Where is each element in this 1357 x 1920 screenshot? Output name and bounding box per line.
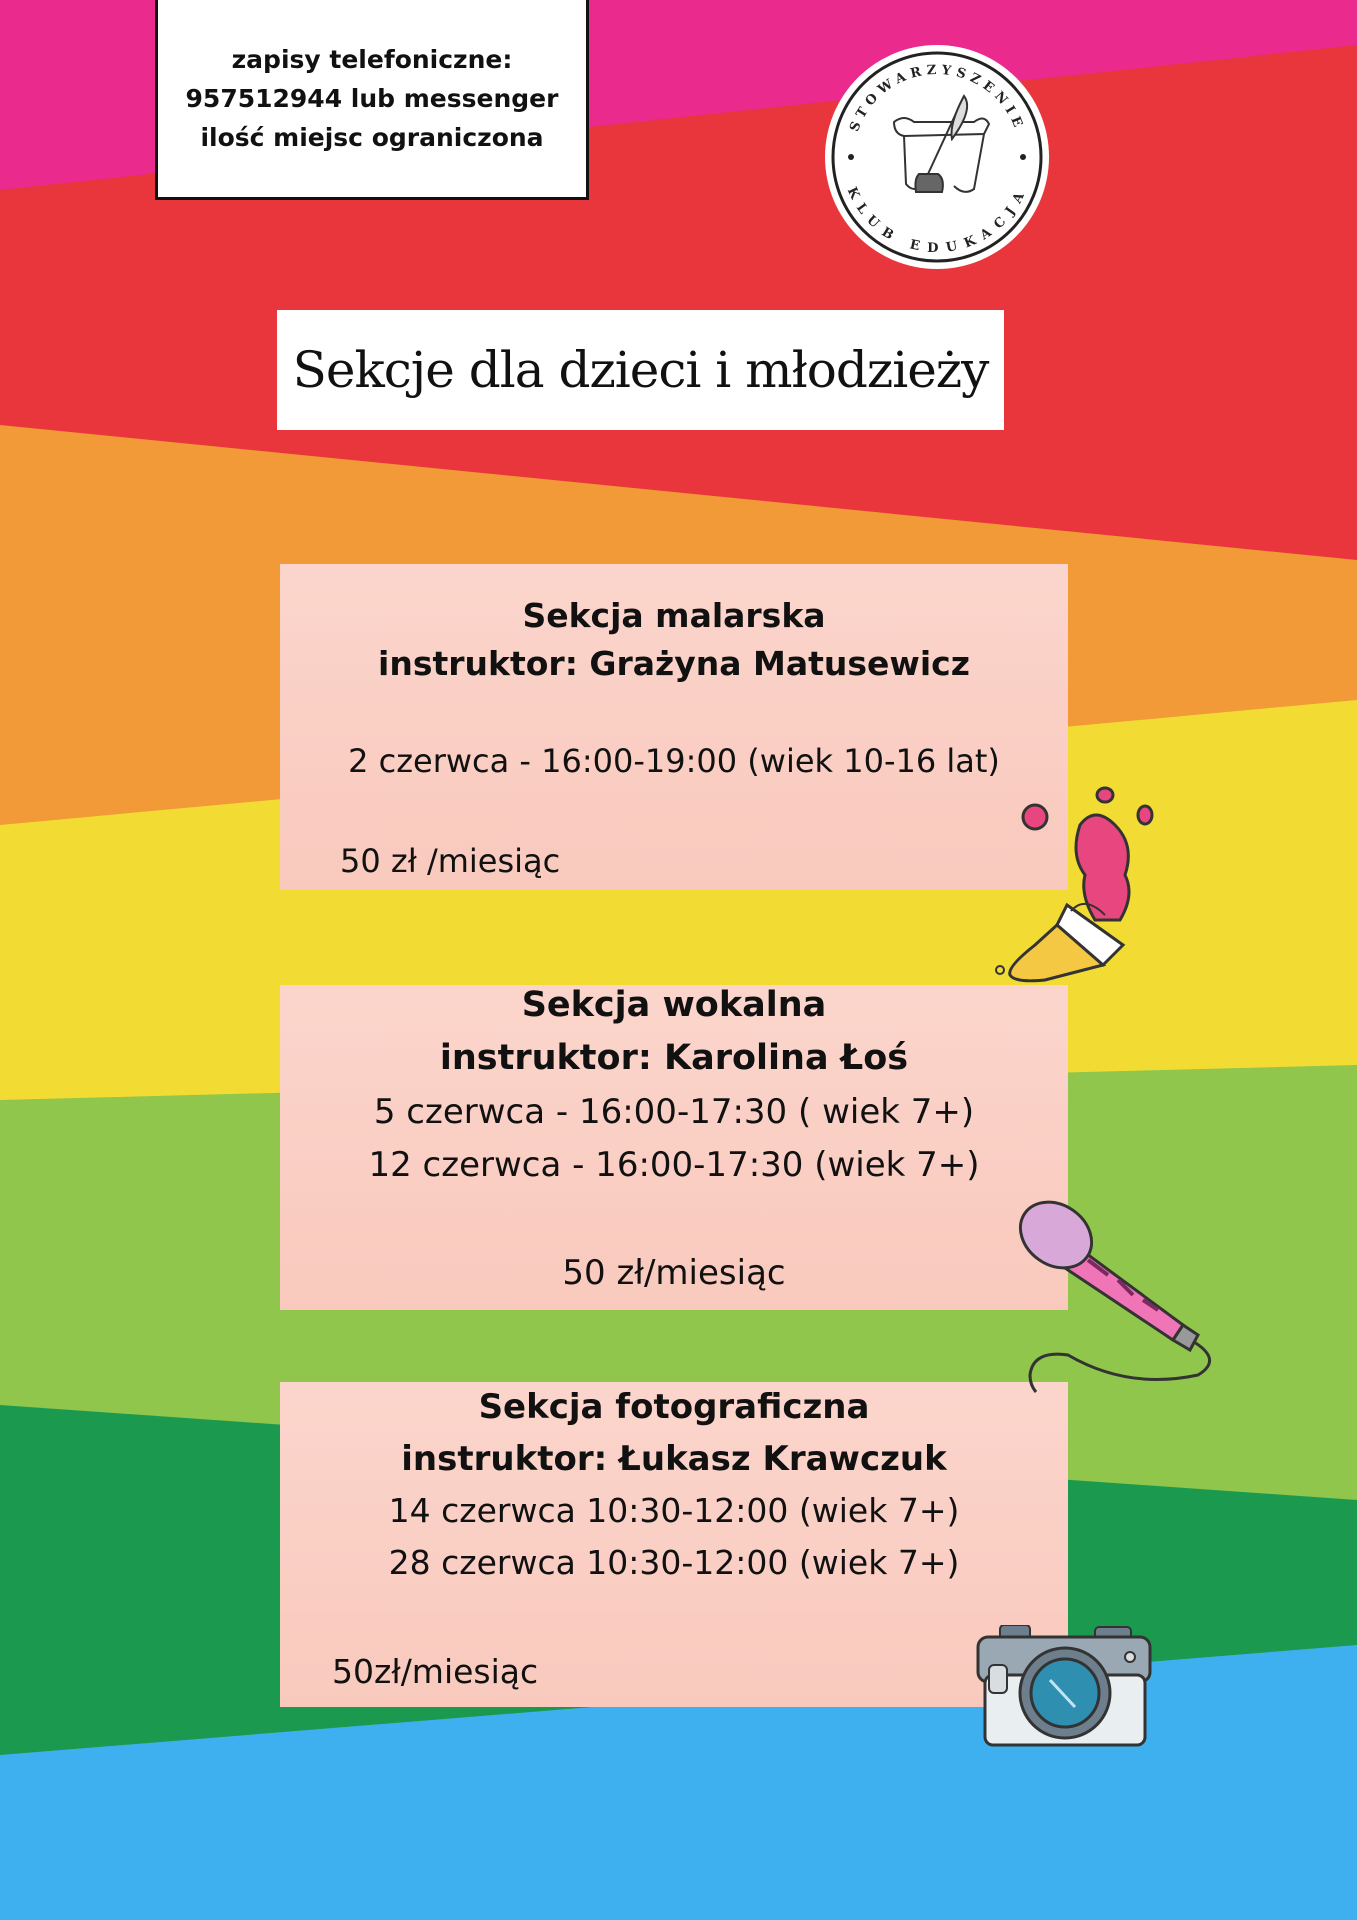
section-name: Sekcja malarska	[522, 596, 826, 635]
section-price: 50 zł /miesiąc	[340, 842, 561, 880]
camera-icon	[975, 1625, 1155, 1750]
logo-ring-top-text: STOWARZYSZENIE	[847, 62, 1027, 134]
section-instructor: instruktor: Grażyna Matusewicz	[378, 644, 970, 683]
section-price: 50zł/miesiąc	[332, 1652, 539, 1691]
section-schedule-line: 28 czerwca 10:30-12:00 (wiek 7+)	[388, 1543, 960, 1582]
section-instructor: instruktor: Karolina Łoś	[439, 1038, 909, 1078]
contact-info-box	[155, 0, 589, 200]
microphone-icon	[1008, 1200, 1228, 1395]
page-title: Sekcje dla dzieci i młodzieży	[292, 341, 989, 399]
paint-brush-icon	[985, 785, 1155, 985]
section-schedule-line: 5 czerwca - 16:00-17:30 ( wiek 7+)	[373, 1092, 975, 1132]
section-name: Sekcja fotograficzna	[478, 1387, 870, 1427]
contact-line-3: ilość miejsc ograniczona	[200, 123, 544, 152]
section-instructor: instruktor: Łukasz Krawczuk	[401, 1439, 947, 1479]
title-box	[277, 310, 1004, 430]
section-card-vocal	[280, 985, 1068, 1310]
section-price: 50 zł/miesiąc	[562, 1253, 786, 1293]
section-card-painting	[280, 564, 1068, 890]
section-schedule-line: 14 czerwca 10:30-12:00 (wiek 7+)	[388, 1491, 960, 1530]
logo-ring-bottom-text: KLUB EDUKACJA	[843, 184, 1031, 257]
contact-line-1: zapisy telefoniczne:	[231, 45, 513, 74]
contact-phone-line: 957512944 lub messenger	[185, 84, 559, 113]
klub-edukacja-logo	[824, 44, 1050, 270]
section-name: Sekcja wokalna	[521, 985, 827, 1025]
section-card-photography	[280, 1382, 1068, 1707]
section-schedule-line: 12 czerwca - 16:00-17:30 (wiek 7+)	[368, 1145, 980, 1185]
section-schedule-line: 2 czerwca - 16:00-19:00 (wiek 10-16 lat)	[348, 742, 1000, 780]
